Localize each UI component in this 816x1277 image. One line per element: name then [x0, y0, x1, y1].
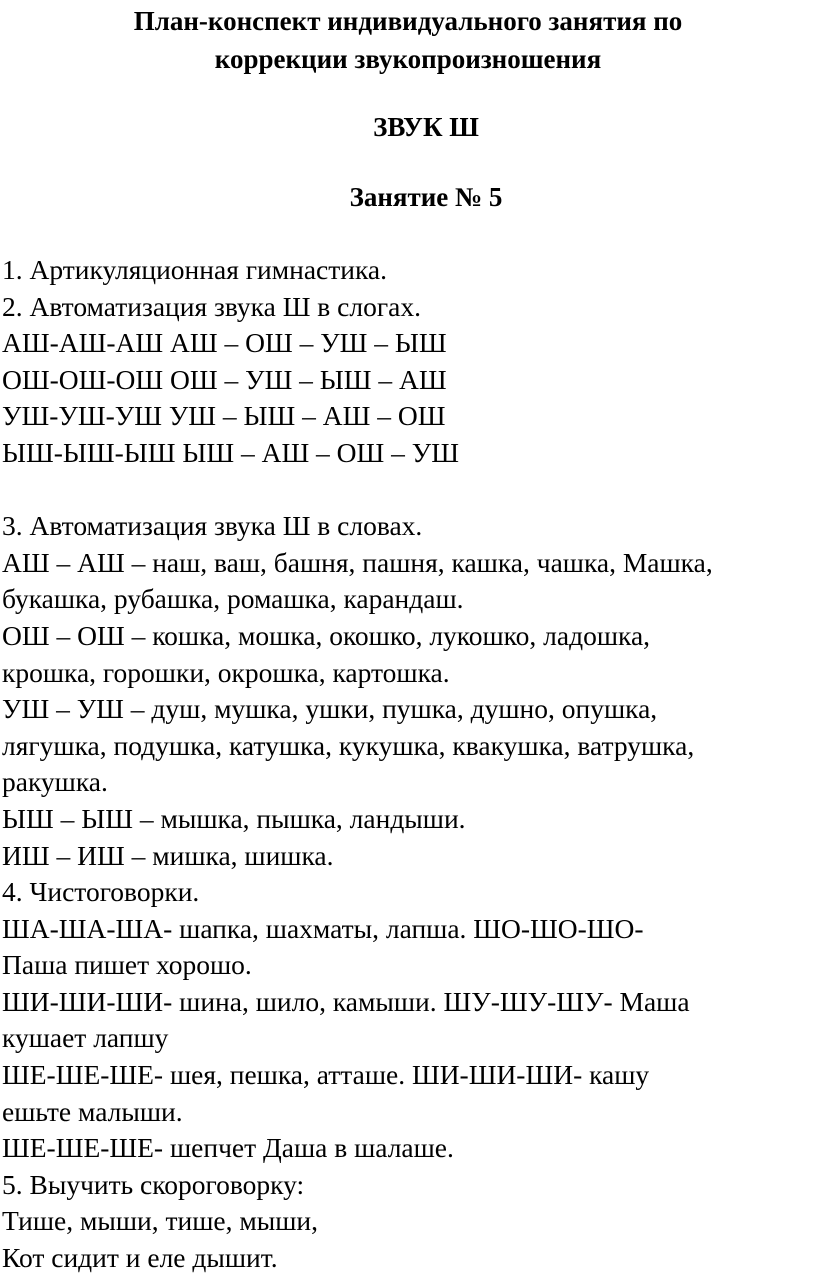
- text-line: крошка, горошки, окрошка, картошка.: [2, 656, 450, 688]
- lesson-body: [2, 252, 814, 1277]
- text-line: ИШ – ИШ – мишка, шишка.: [2, 839, 334, 871]
- text-line: Паша пишет хорошо.: [2, 949, 252, 981]
- text-line: УШ-УШ-УШ УШ – ЫШ – АШ – ОШ: [2, 400, 446, 432]
- text-line: Кот сидит и еле дышит.: [2, 1242, 278, 1274]
- blank-line: [2, 472, 814, 509]
- text-line: 5. Выучить скороговорку:: [2, 1168, 305, 1200]
- sound-heading: ЗВУК Ш: [373, 112, 479, 142]
- text-line: ЫШ-ЫШ-ЫШ ЫШ – АШ – ОШ – УШ: [2, 436, 459, 468]
- text-line: букашка, рубашка, ромашка, карандаш.: [2, 583, 464, 615]
- text-line: АШ – АШ – наш, ваш, башня, пашня, кашка, чашка, Машка,: [2, 546, 713, 578]
- text-line: ШЕ-ШЕ-ШЕ- шепчет Даша в шалаше.: [2, 1132, 454, 1164]
- text-line: АШ-АШ-АШ АШ – ОШ – УШ – ЫШ: [2, 327, 447, 359]
- text-line: 3. Автоматизация звука Ш в словах.: [2, 510, 423, 542]
- text-line: 4. Чистоговорки.: [2, 876, 200, 908]
- text-line: ША-ША-ША- шапка, шахматы, лапша. ШО-ШО-ШО-: [2, 912, 644, 944]
- text-line: ШИ-ШИ-ШИ- шина, шило, камыши. ШУ-ШУ-ШУ- Маша: [2, 985, 690, 1017]
- text-line: ОШ-ОШ-ОШ ОШ – УШ – ЫШ – АШ: [2, 363, 447, 395]
- text-line: ешьте малыши.: [2, 1095, 183, 1127]
- document-title-line-1: План-конспект индивидуального занятия по: [133, 6, 683, 36]
- text-line: лягушка, подушка, катушка, кукушка, квакушка, ватрушка,: [2, 729, 695, 761]
- text-line: УШ – УШ – душ, мушка, ушки, пушка, душно, опушка,: [2, 693, 658, 725]
- text-line: 2. Автоматизация звука Ш в слогах.: [2, 290, 421, 322]
- text-line: 1. Артикуляционная гимнастика.: [2, 254, 387, 285]
- text-line: ОШ – ОШ – кошка, мошка, окошко, лукошко, ладошка,: [2, 619, 651, 651]
- text-line: Тише, мыши, тише, мыши,: [2, 1205, 318, 1237]
- text-line: ЫШ – ЫШ – мышка, пышка, ландыши.: [2, 802, 466, 834]
- document-title-line-2: коррекции звукопроизношения: [214, 44, 602, 74]
- lesson-heading: Занятие № 5: [349, 182, 503, 212]
- text-line: ШЕ-ШЕ-ШЕ- шея, пешка, атташе. ШИ-ШИ-ШИ- кашу: [2, 1059, 650, 1091]
- text-line: ракушка.: [2, 766, 108, 798]
- text-line: кушает лапшу: [2, 1022, 169, 1054]
